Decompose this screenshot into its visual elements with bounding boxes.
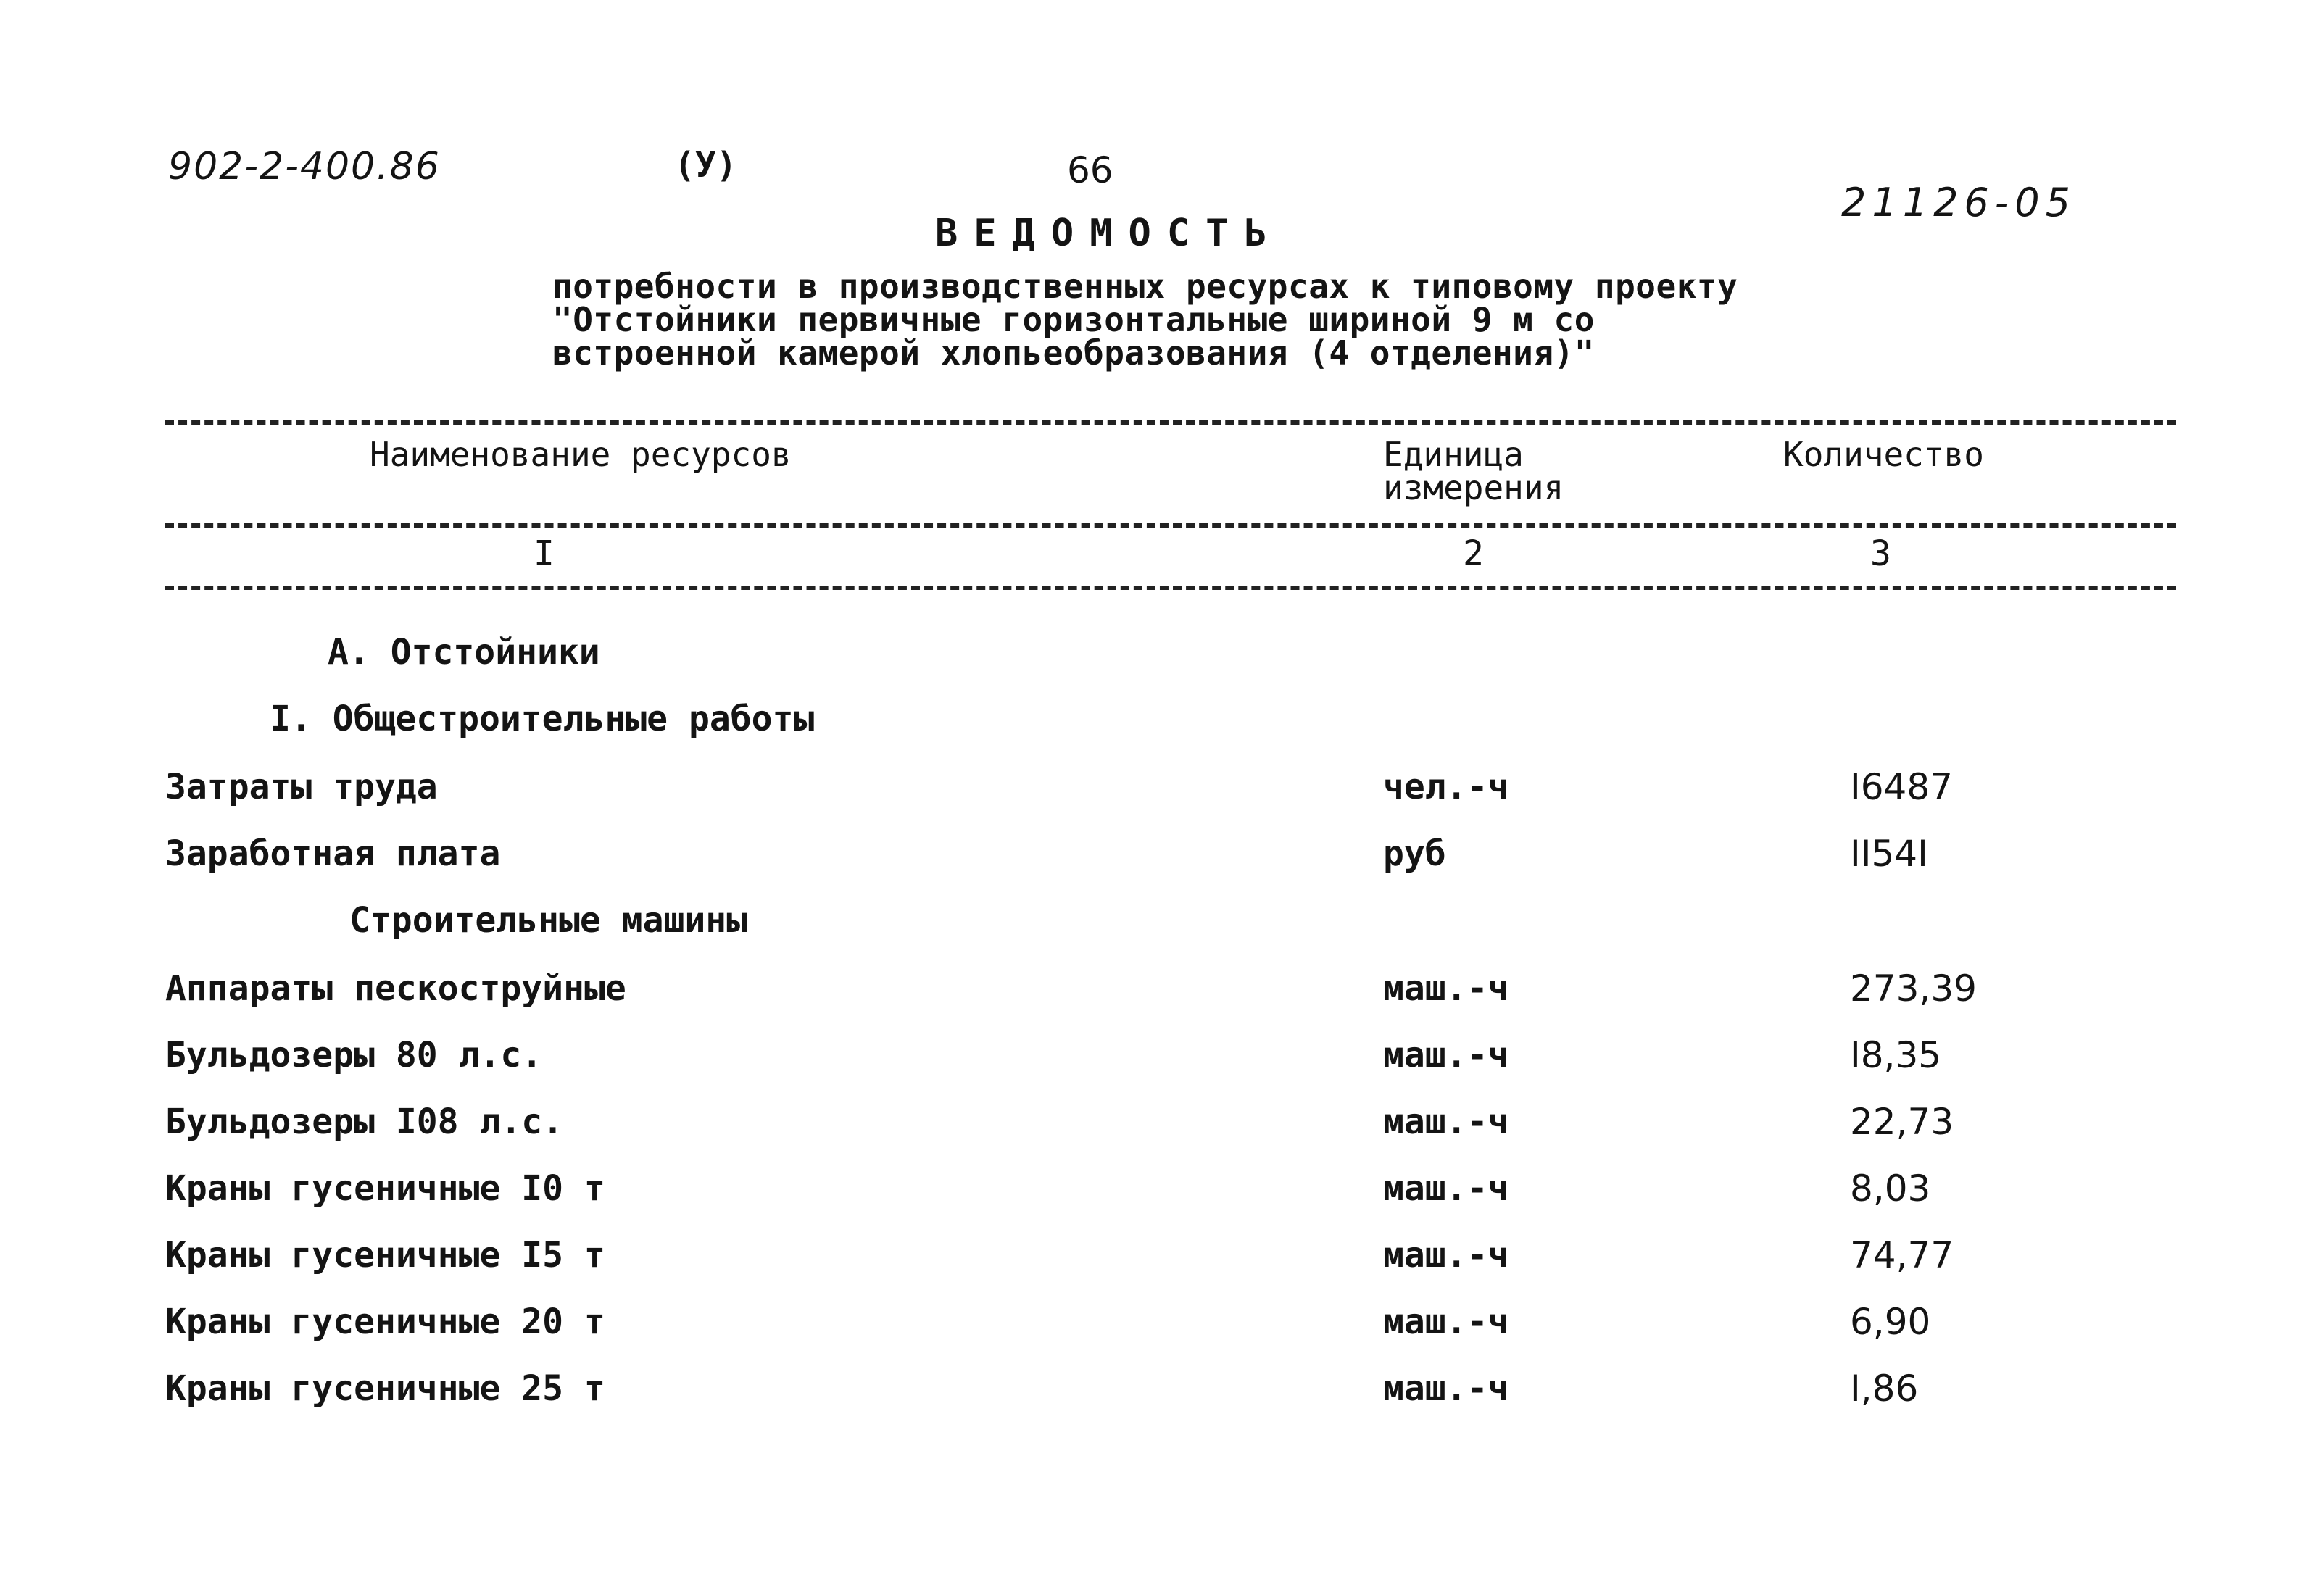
resource-unit: маш.-ч	[1383, 1168, 1509, 1209]
column-number-3: 3	[1870, 533, 1891, 574]
page-number: 66	[1067, 149, 1113, 191]
document-mark: (У)	[674, 145, 737, 186]
resource-quantity: II54I	[1850, 833, 1928, 875]
resource-quantity: I6487	[1850, 766, 1953, 808]
resource-quantity: 273,39	[1850, 967, 1977, 1010]
resource-unit: маш.-ч	[1383, 968, 1509, 1009]
document-code: 902-2-400.86	[168, 145, 441, 188]
resource-name: Краны гусеничные 25 т	[165, 1368, 605, 1409]
resource-unit: маш.-ч	[1383, 1235, 1509, 1275]
table-top-rule	[165, 420, 2176, 425]
subtitle-line-2: "Отстойники первичные горизонтальные шириной 9 м со	[552, 300, 1595, 339]
resource-name: Заработная плата	[165, 833, 501, 874]
table-row	[0, 968, 2324, 1012]
resource-name: Краны гусеничные I0 т	[165, 1168, 605, 1209]
resource-name: Бульдозеры I08 л.с.	[165, 1102, 564, 1142]
column-header-name: Наименование ресурсов	[370, 435, 792, 474]
resource-name: Затраты труда	[165, 767, 438, 807]
resource-name: Краны гусеничные I5 т	[165, 1235, 605, 1275]
table-row	[0, 1368, 2324, 1412]
resource-quantity: I8,35	[1850, 1034, 1942, 1076]
column-header-quantity: Количество	[1783, 435, 1984, 474]
resource-unit: чел.-ч	[1383, 767, 1509, 807]
resource-unit: маш.-ч	[1383, 1368, 1509, 1409]
resource-unit: маш.-ч	[1383, 1035, 1509, 1075]
resource-quantity: 8,03	[1850, 1168, 1931, 1210]
table-row	[0, 1168, 2324, 1212]
resource-quantity: 22,73	[1850, 1101, 1954, 1143]
resource-quantity: 6,90	[1850, 1301, 1931, 1343]
column-header-unit: Единица измерения	[1383, 435, 1564, 507]
resource-quantity: 74,77	[1850, 1234, 1954, 1276]
resource-name: Бульдозеры 80 л.с.	[165, 1035, 543, 1075]
subsection-title: I. Общестроительные работы	[270, 699, 815, 739]
table-row	[0, 1235, 2324, 1278]
resource-name: Краны гусеничные 20 т	[165, 1302, 605, 1342]
subtitle-line-3: встроенной камерой хлопьеобразования (4 отделения)"	[552, 333, 1595, 373]
group-title: Строительные машины	[349, 900, 748, 941]
table-numbering-rule	[165, 586, 2176, 590]
document-title: ВЕДОМОСТЬ	[935, 212, 1283, 255]
table-header-rule	[165, 523, 2176, 528]
resource-unit: руб	[1383, 833, 1446, 874]
archive-number: 21126-05	[1841, 180, 2076, 225]
table-row	[0, 1102, 2324, 1145]
table-row	[0, 833, 2324, 877]
section-title: А. Отстойники	[328, 632, 600, 673]
resource-unit: маш.-ч	[1383, 1302, 1509, 1342]
resource-unit: маш.-ч	[1383, 1102, 1509, 1142]
resource-name: Аппараты пескоструйные	[165, 968, 626, 1009]
column-number-2: 2	[1463, 533, 1484, 574]
table-row	[0, 767, 2324, 810]
table-row	[0, 1302, 2324, 1345]
table-row	[0, 1035, 2324, 1078]
subtitle-line-1: потребности в производственных ресурсах к типовому проекту	[552, 267, 1738, 306]
column-number-1: I	[534, 533, 555, 574]
resource-quantity: I,86	[1850, 1368, 1919, 1410]
